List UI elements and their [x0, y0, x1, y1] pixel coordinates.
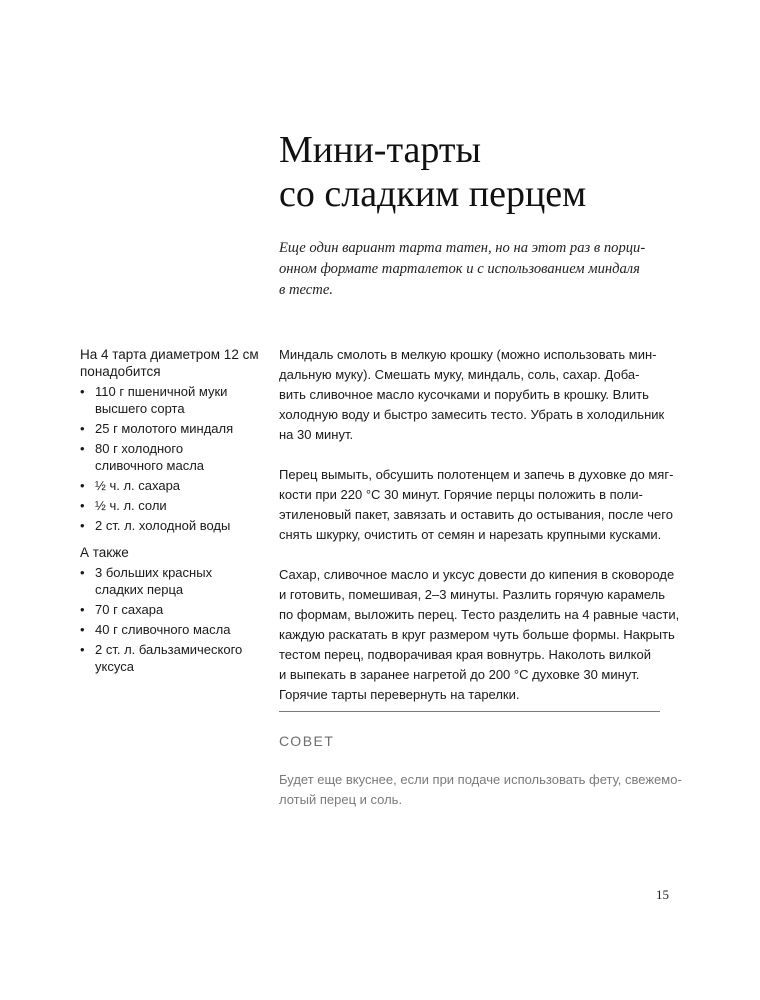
ingredient-line: уксуса: [95, 659, 134, 674]
step-line: и готовить, помешивая, 2–3 минуты. Разлить горячую карамель: [279, 587, 666, 602]
step-line: на 30 минут.: [279, 427, 354, 442]
step-line: снять шкурку, очистить от семян и нарезать крупными кусками.: [279, 527, 662, 542]
tip-text: [279, 770, 682, 810]
ingredient-line: • ½ ч. л. сахара: [95, 478, 181, 493]
tip-line: Будет еще вкуснее, если при подаче использовать фету, свежемо-: [279, 772, 682, 787]
step-line: этиленовый пакет, завязать и оставить до остывания, после чего: [279, 507, 673, 522]
step-line: Миндаль смолоть в мелкую крошку (можно использовать мин-: [279, 347, 657, 362]
recipe-steps: [279, 345, 679, 725]
tip-divider: [279, 711, 660, 712]
ingredient-item: [80, 641, 270, 675]
intro-line: онном формате тарталеток и с использованием миндаля: [279, 261, 640, 277]
ingredient-line: • 80 г холодного: [95, 441, 184, 456]
ingredient-line: • 2 ст. л. холодной воды: [95, 518, 231, 533]
step-line: по формам, выложить перец. Тесто разделить на 4 равные части,: [279, 607, 680, 622]
step-line: и выпекать в заранее нагретой до 200 °С духовке 30 минут.: [279, 667, 640, 682]
tip-heading: СОВЕТ: [279, 733, 335, 749]
ingredient-line: • 25 г молотого миндаля: [95, 421, 234, 436]
ingredient-line: сладких перца: [95, 582, 184, 597]
step-paragraph: [279, 345, 679, 445]
step-line: тестом перец, подворачивая края вовнутрь. Наколоть вилкой: [279, 647, 651, 662]
step-line: кости при 220 °С 30 минут. Горячие перцы положить в поли-: [279, 487, 643, 502]
step-line: холодную воду и быстро замесить тесто. Убрать в холодильник: [279, 407, 665, 422]
ingredient-line: • 2 ст. л. бальзамического: [95, 642, 243, 657]
ingredient-item: [80, 440, 270, 474]
step-line: Перец вымыть, обсушить полотенцем и запечь в духовке до мяг-: [279, 467, 674, 482]
step-line: каждую раскатать в круг размером чуть больше формы. Накрыть: [279, 627, 675, 642]
recipe-intro: [279, 238, 659, 301]
ingredient-item: [80, 497, 270, 514]
ingredient-line: • 110 г пшеничной муки: [95, 384, 228, 399]
ingredient-line: • ½ ч. л. соли: [95, 498, 167, 513]
ingredient-item: [80, 477, 270, 494]
step-paragraph: [279, 465, 679, 545]
step-paragraph: [279, 565, 679, 705]
ingredients-heading-line: На 4 тарта диаметром 12 см: [80, 347, 259, 362]
ingredient-item: [80, 601, 270, 618]
intro-line: Еще один вариант тарта татен, но на этот раз в порци-: [279, 240, 646, 256]
ingredient-item: [80, 564, 270, 598]
ingredients-heading-line: понадобится: [80, 364, 161, 379]
title-line: со сладким перцем: [279, 173, 587, 215]
ingredients-heading: [80, 346, 270, 380]
ingredients-panel: [80, 346, 270, 678]
step-line: вить сливочное масло кусочками и порубить в крошку. Влить: [279, 387, 649, 402]
step-line: Горячие тарты перевернуть на тарелки.: [279, 687, 520, 702]
page-number: 15: [656, 887, 669, 902]
ingredient-item: [80, 621, 270, 638]
title-line: Мини-тарты: [279, 129, 482, 171]
ingredient-line: • 3 больших красных: [95, 565, 213, 580]
ingredient-line: сливочного масла: [95, 458, 205, 473]
intro-line: в тесте.: [279, 282, 333, 298]
extra-ingredients-list: [80, 564, 270, 675]
tip-line: лотый перец и соль.: [279, 792, 403, 807]
extra-ingredients-heading: А также: [80, 545, 129, 560]
ingredient-line: • 40 г сливочного масла: [95, 622, 231, 637]
ingredient-item: [80, 517, 270, 534]
ingredient-item: [80, 383, 270, 417]
step-line: Сахар, сливочное масло и уксус довести до кипения в сковороде: [279, 567, 675, 582]
ingredients-list: [80, 383, 270, 534]
ingredient-line: высшего сорта: [95, 401, 185, 416]
ingredient-item: [80, 420, 270, 437]
step-line: дальную муку). Смешать муку, миндаль, соль, сахар. Доба-: [279, 367, 640, 382]
recipe-title: [279, 128, 719, 216]
ingredient-line: • 70 г сахара: [95, 602, 164, 617]
